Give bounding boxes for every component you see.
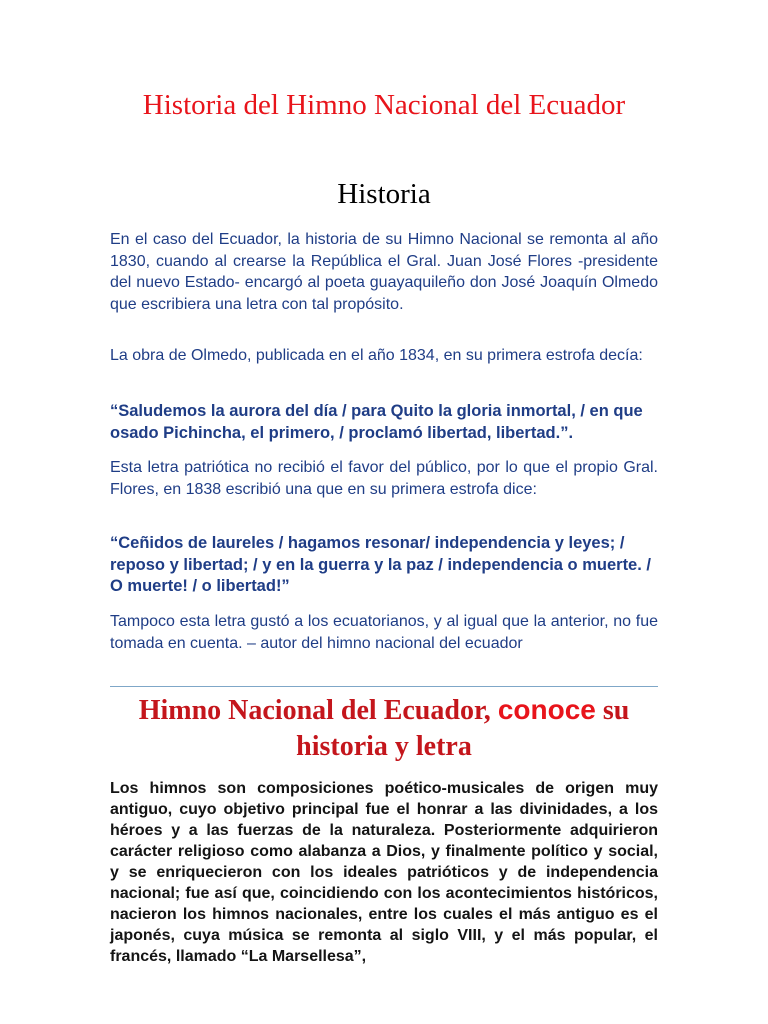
section2-title-emphasis: conoce — [497, 694, 596, 725]
quote-olmedo: “Saludemos la aurora del día / para Quito la gloria inmortal, / en que osado Pichincha, el primero, / proclamó libertad, libertad.”. — [110, 402, 643, 442]
section2-title-part1: Himno Nacional del Ecuador, — [138, 695, 498, 726]
section2-title — [110, 692, 658, 765]
section-heading-historia: Historia — [337, 178, 431, 210]
paragraph-rejection: Tampoco esta letra gustó a los ecuatorianos, y al igual que la anterior, no fue tomada en cuenta. – autor del himno nacional del ecuador — [110, 613, 658, 652]
section-divider — [110, 686, 658, 687]
paragraph-intro: En el caso del Ecuador, la historia de su Himno Nacional se remonta al año 1830, cuando al crearse la República el Gral. Juan José Flores -presidente del nuevo Estado- encargó al poeta guayaquileño don José Joaquín Olmedo que escribiera una letra con tal propósito. — [110, 231, 658, 313]
paragraph-flores: Esta letra patriótica no recibió el favor del público, por lo que el propio Gral. Flores, en 1838 escribió una que en su primera estrofa dice: — [110, 459, 658, 498]
paragraph-olmedo: La obra de Olmedo, publicada en el año 1834, en su primera estrofa decía: — [110, 347, 643, 364]
page-title: Historia del Himno Nacional del Ecuador — [142, 89, 626, 121]
quote-flores: “Ceñidos de laureles / hagamos resonar/ independencia y leyes; / reposo y libertad; / y en la guerra y la paz / independencia o muerte. / O muerte! / o libertad!” — [110, 534, 651, 595]
section2-title-part3: su historia y letra — [296, 695, 630, 762]
section2-body: Los himnos son composiciones poético-musicales de origen muy antiguo, cuyo objetivo principal fue el honrar a las divinidades, a los héroes y a las fuerzas de la naturaleza. Posteriormente adquirieron carácter religioso como alabanza a Dios, y finalmente político y social, y se enriquecieron con los ideales patrióticos y de independencia nacional; fue así que, coincidiendo con los acontecimientos históricos, nacieron los himnos nacionales, entre los cuales el más antiguo es el japonés, cuya música se remonta al siglo VIII, y el más popular, el francés, llamado “La Marsellesa”, — [110, 780, 658, 965]
